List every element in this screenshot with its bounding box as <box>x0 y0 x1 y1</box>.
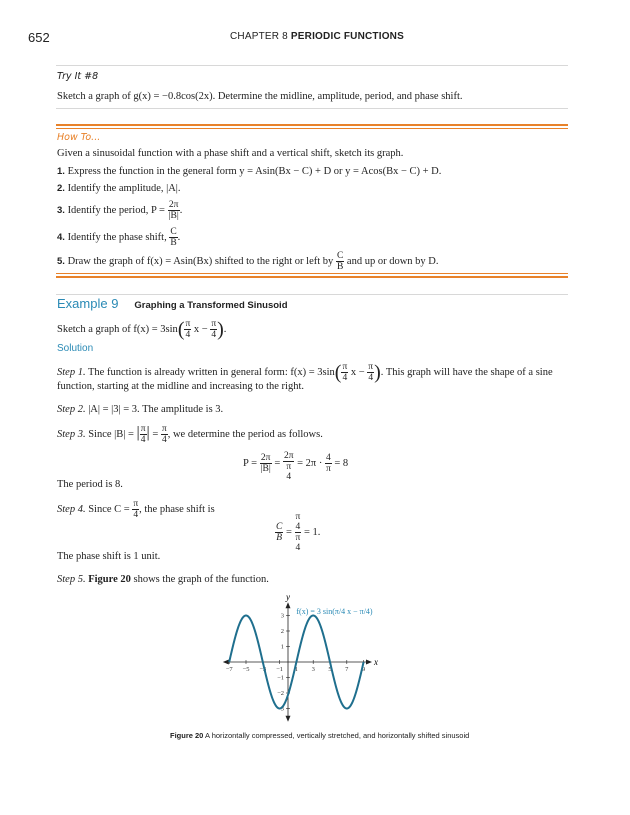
how-to-intro: Given a sinusoidal function with a phase shift and a vertical shift, sketch its graph. <box>57 148 404 159</box>
y-axis-arrow <box>286 716 291 722</box>
step-3: Step 3. Since |B| = | $\frac{\pi}{4}$ | = $\frac{\pi}{4}$ , we determine the period as follows. <box>57 423 323 445</box>
chapter-title: PERIODIC FUNCTIONS <box>290 31 404 42</box>
chapter-header <box>230 31 404 42</box>
x-tick-label: 9 <box>361 666 366 673</box>
figure-caption-text: A horizontally compressed, vertically stretched, and horizontally shifted sinusoid <box>205 731 470 740</box>
example-heading <box>57 295 288 313</box>
x-tick-label: 3 <box>311 666 315 673</box>
y-tick-label: 2 <box>280 628 284 636</box>
chapter-label: CHAPTER 8 <box>230 31 288 42</box>
fraction: $\frac{C}{B}$ <box>170 227 177 248</box>
x-axis-label: x <box>374 657 378 667</box>
how-to-bottom-rule-thin <box>56 273 568 274</box>
fraction: $\frac{C}{B}$ <box>336 251 344 272</box>
step-text: Identify the period, P = <box>67 204 165 216</box>
y-tick-label: 3 <box>280 612 284 620</box>
step-4: Step 4. Since C = $\frac{\pi}{4}$ , the phase shift is <box>57 499 215 520</box>
step-text: Draw the graph of f(x) = Asin(Bx) shifted to the right or left by <box>67 255 334 267</box>
y-tick-label: −2 <box>277 690 284 698</box>
how-to-bottom-rule <box>56 276 568 278</box>
step-number: 4. <box>57 231 65 243</box>
period-equation: P = $\frac{2\pi}{|B|}$ = 2π π 4 = 2π · $\frac{4}{\pi}$ = 8 <box>243 451 349 482</box>
function-label: f(x) = 3 sin(π/4 x − π/4) <box>296 606 373 616</box>
solution-label: Solution <box>57 343 94 354</box>
divider <box>56 65 568 66</box>
fraction: $\frac{2\pi}{|B|}$ <box>168 200 179 221</box>
how-to-step: 5. Draw the graph of f(x) = Asin(Bx) shifted to the right or left by $\frac{C}{B}$ and up or down by D. <box>57 251 439 272</box>
how-to-top-rule-thin <box>56 128 568 129</box>
x-axis-arrow <box>366 660 372 665</box>
y-axis-label: y <box>286 592 290 603</box>
try-it-label: Try It #8 <box>57 71 99 82</box>
x-tick-label: 1 <box>294 666 299 673</box>
x-tick-label: 7 <box>345 666 349 673</box>
how-to-step <box>57 165 441 179</box>
x-tick-label: −3 <box>259 666 267 673</box>
how-to-step: 4. Identify the phase shift, $\frac{C}{B}$ . <box>57 227 181 248</box>
x-tick-label: −1 <box>276 666 284 673</box>
x-tick-label: −7 <box>225 666 233 673</box>
example-label: Example 9 <box>57 296 119 311</box>
example-title: Graphing a Transformed Sinusoid <box>134 300 288 311</box>
period-conclusion: The period is 8. <box>57 479 123 490</box>
step-5: Step 5. Figure 20 shows the graph of the function. <box>57 574 269 585</box>
y-tick-label: −3 <box>277 705 284 713</box>
how-to-top-rule <box>56 124 568 126</box>
x-tick-label: 5 <box>328 666 332 673</box>
step-text: Identify the phase shift, <box>67 231 167 243</box>
step-2: Step 2. |A| = |3| = 3. The amplitude is 3. <box>57 404 224 415</box>
figure-caption-label: Figure 20 <box>170 731 204 740</box>
step-text: Express the function in the general form y = Asin(Bx − C) + D or y = Acos(Bx − C) + D. <box>67 166 442 177</box>
step-number: 5. <box>57 255 65 267</box>
how-to-label: How To... <box>57 132 101 143</box>
step-text: Identify the amplitude, |A|. <box>67 183 181 194</box>
example-prompt: Sketch a graph of f(x) = 3sin( $\frac{\pi}{4}$ x − $\frac{\pi}{4}$ ). <box>57 318 227 341</box>
y-tick-label: −1 <box>277 674 284 682</box>
phase-equation: $\frac{C}{B}$ = π 4 π 4 = 1. <box>276 512 321 553</box>
step-number: 2. <box>57 183 65 194</box>
step-number: 1. <box>57 166 65 177</box>
figure-caption <box>170 731 469 740</box>
how-to-step <box>57 182 181 196</box>
step-1-line-2: function, starting at the midline and increasing to the right. <box>57 381 304 392</box>
step-1: Step 1. The function is already written in general form: f(x) = 3sin( $\frac{\pi}{4}$ x − $\frac{\pi}{4}$ ). This graph will have the shape of a sine <box>57 361 553 384</box>
page-number: 652 <box>28 30 50 45</box>
y-axis-arrow <box>286 602 291 608</box>
try-it-text: Sketch a graph of g(x) = −0.8cos(2x). Determine the midline, amplitude, period, and phase shift. <box>57 91 463 102</box>
phase-conclusion: The phase shift is 1 unit. <box>57 551 161 562</box>
step-number: 3. <box>57 204 65 216</box>
y-tick-label: 1 <box>280 643 284 651</box>
x-axis-arrow <box>223 660 229 665</box>
divider <box>56 108 568 109</box>
x-tick-label: −5 <box>242 666 250 673</box>
how-to-step: 3. Identify the period, P = $\frac{2\pi}{|B|}$ . <box>57 200 183 221</box>
sinusoid-graph <box>212 592 412 724</box>
